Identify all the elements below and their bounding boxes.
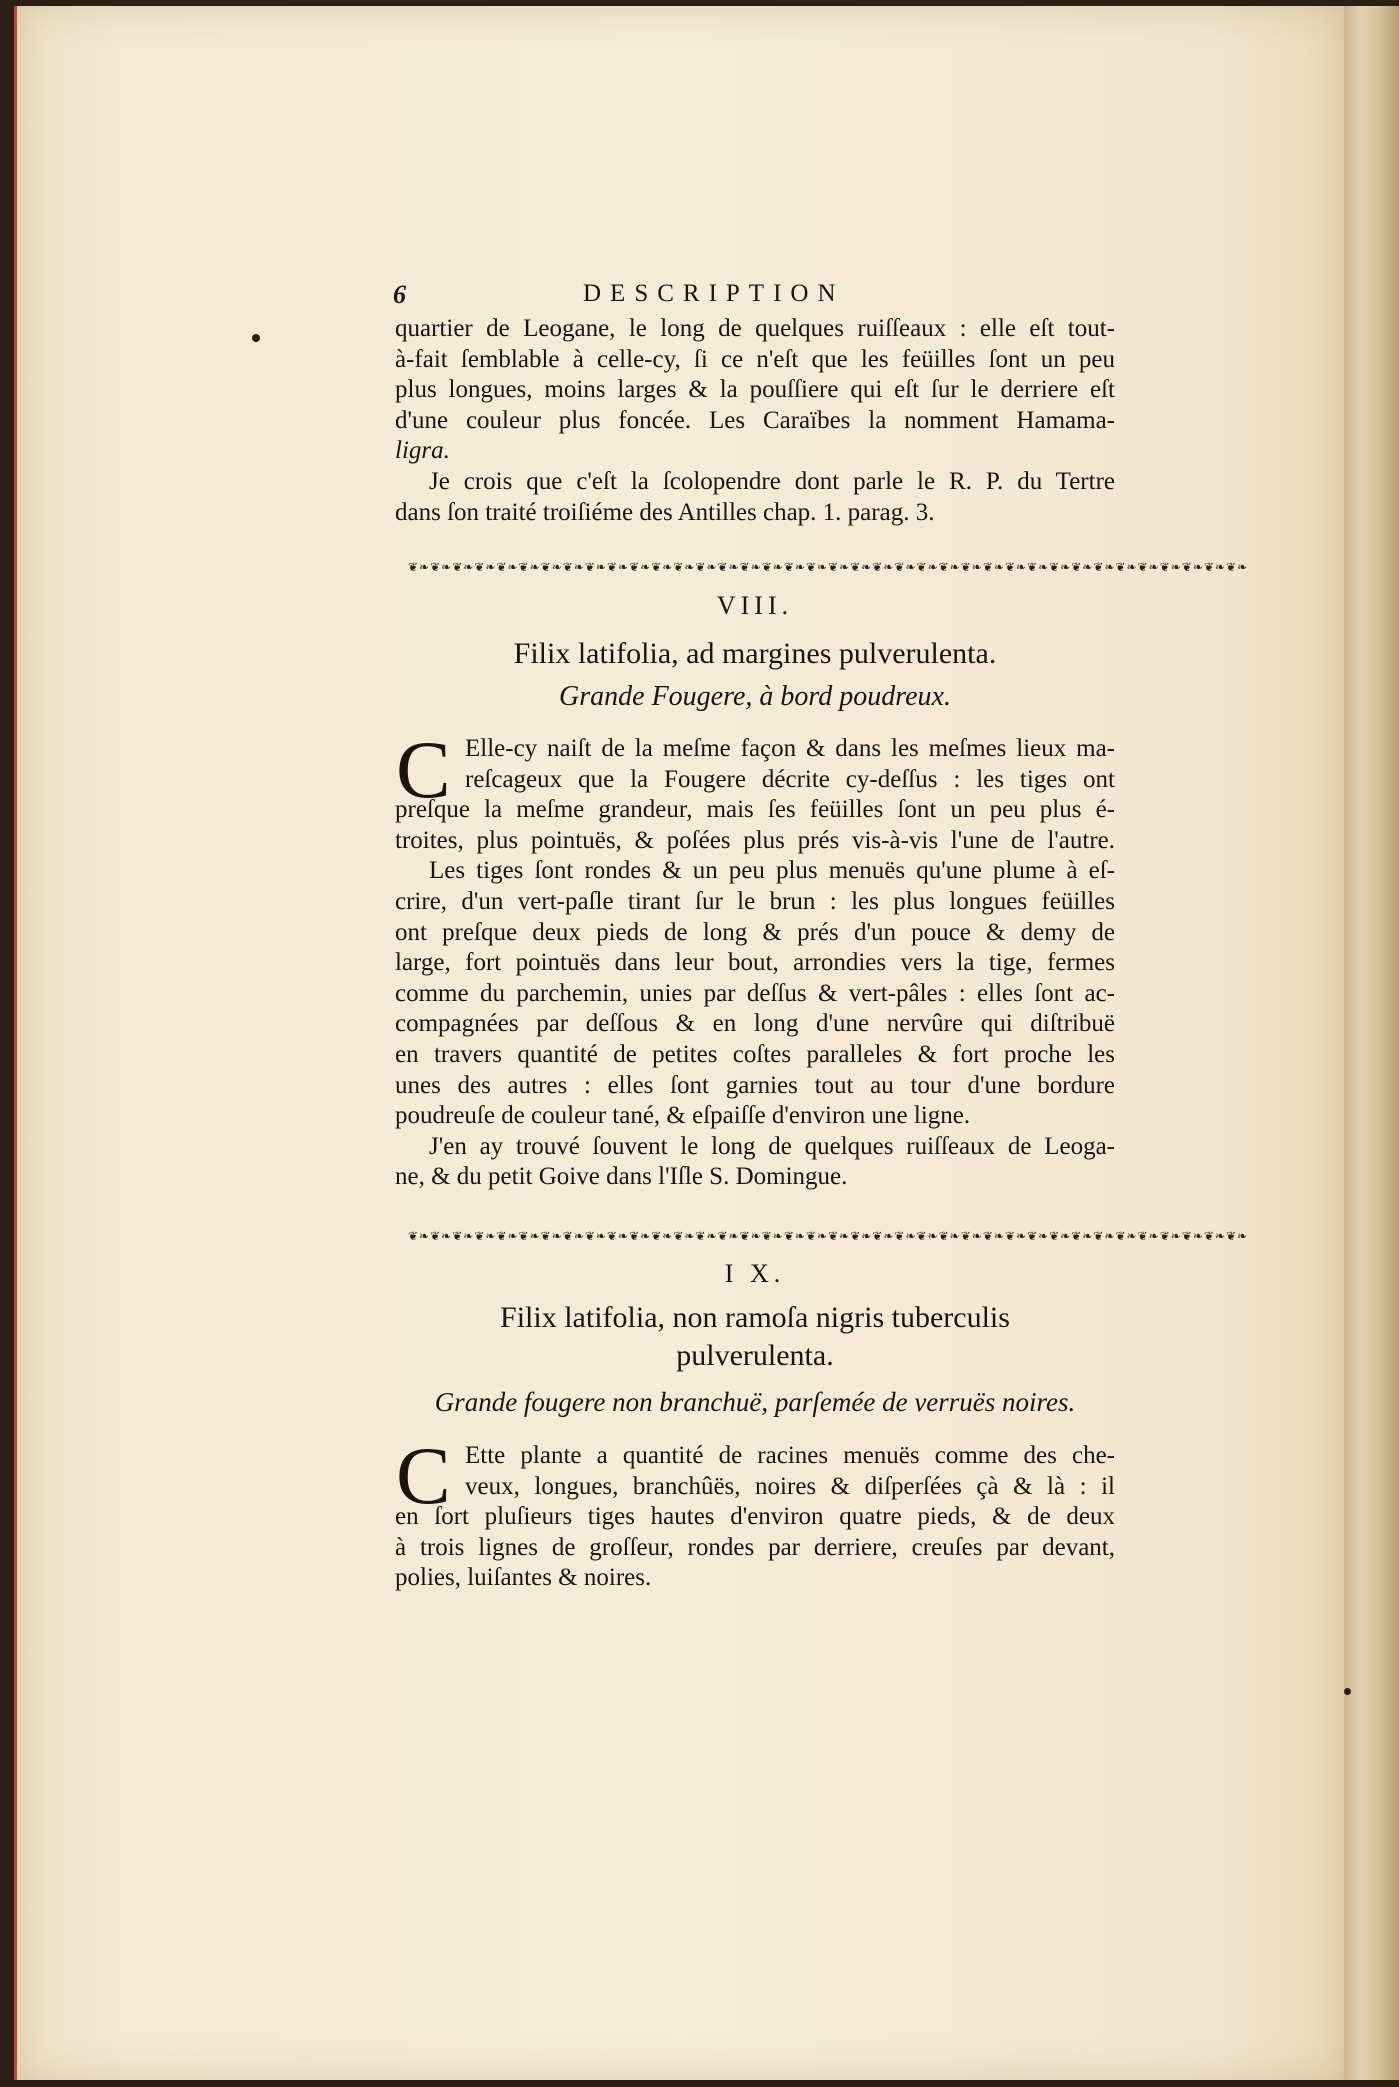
text-line: large, fort pointuës dans leur bout, arrondies vers la tige, fermes (395, 949, 1115, 977)
text-line: troites, plus pointuës, & poſées plus prés vis-à-vis l'une de l'autre. (395, 826, 1115, 854)
text-line: veux, longues, branchûës, noires & diſperſées çà & là : il (465, 1472, 1115, 1500)
latin-name: pulverulenta. (676, 1339, 834, 1372)
ink-spot (1344, 1688, 1351, 1695)
page-number: 6 (393, 280, 406, 309)
text-line: à trois lignes de groſſeur, rondes par derriere, creuſes par devant, (395, 1533, 1115, 1561)
text-line: dans ſon traité troiſiéme des Antilles chap. 1. parag. 3. (395, 498, 935, 526)
page-edge (1344, 6, 1399, 2080)
running-header (393, 280, 1113, 314)
text-line: en ſort pluſieurs tiges hautes d'environ quatre pieds, & de deux (395, 1503, 1115, 1531)
text-line: Je crois que c'eſt la ſcolopendre dont parle le R. P. du Tertre (429, 467, 1115, 495)
ornamental-divider: ❦❧❦❧❦❧❦❧❦❧❦❧❦❧❦❧❦❧❦❧❦❧❦❧❦❧❦❧❦❧❦❧❦❧❦❧❦❧❦❧❦❧❦❧❦❧❦❧❦❧❦❧❦❧❦❧❦❧❦❧❦❧❦❧❦❧❦❧❦❧❦❧❦❧❦❧ (408, 1229, 1249, 1243)
french-name: Grande Fougere, à bord poudreux. (559, 681, 951, 712)
section-9-body (395, 1430, 1115, 1594)
ornamental-divider: ❦❧❦❧❦❧❦❧❦❧❦❧❦❧❦❧❦❧❦❧❦❧❦❧❦❧❦❧❦❧❦❧❦❧❦❧❦❧❦❧❦❧❦❧❦❧❦❧❦❧❦❧❦❧❦❧❦❧❦❧❦❧❦❧❦❧❦❧❦❧❦❧❦❧❦❧ (408, 560, 1249, 574)
text-line: Elle-cy naiſt de la meſme façon & dans les meſmes lieux ma- (465, 735, 1115, 762)
text-line: unes des autres : elles ſont garnies tout au tour d'une bordure (395, 1071, 1115, 1099)
drop-cap: C (396, 724, 451, 815)
text-line: polies, luiſantes & noires. (395, 1564, 652, 1592)
text-line: ligra. (395, 437, 450, 465)
text-line: plus longues, moins larges & la pouſſiere qui eſt ſur le derriere eſt (395, 376, 1115, 404)
drop-cap: C (396, 1430, 451, 1521)
text-line: crire, d'un vert-paſle tirant ſur le brun : les plus longues feüilles (395, 887, 1115, 915)
text-line: reſcageux que la Fougere décrite cy-deſſus : les tiges ont (465, 765, 1115, 793)
section-numeral: VIII. (716, 591, 794, 620)
text-line: d'une couleur plus foncée. Les Caraïbes la nomment Hamama- (395, 406, 1115, 434)
text-line: en travers quantité de petites coſtes paralleles & fort proche les (395, 1040, 1115, 1068)
section-8-body (395, 724, 1115, 1193)
text-line: ont preſque deux pieds de long & prés d'un pouce & demy de (395, 918, 1115, 946)
text-line: poudreuſe de couleur tané, & eſpaiſſe d'environ une ligne. (395, 1102, 971, 1130)
text-line: Les tiges ſont rondes & un peu plus menuës qu'une plume à eſ- (429, 857, 1115, 885)
text-line: compagnées par deſſous & en long d'une nervûre qui diſtribuë (395, 1010, 1115, 1038)
text-line: à-fait ſemblable à celle-cy, ſi ce n'eſt que les feüilles ſont un peu (395, 345, 1115, 373)
section-numeral: I X. (724, 1259, 786, 1288)
latin-name: Filix latifolia, non ramoſa nigris tuberculis (500, 1301, 1010, 1334)
text-line: J'en ay trouvé ſouvent le long de quelques ruiſſeaux de Leoga- (429, 1132, 1115, 1160)
french-name: Grande fougere non branchuë, parſemée de verruës noires. (434, 1387, 1076, 1417)
text-line: quartier de Leogane, le long de quelques ruiſſeaux : elle eſt tout- (395, 315, 1115, 342)
text-line: preſque la meſme grandeur, mais ſes feüilles ſont un peu plus é- (395, 796, 1115, 824)
running-title: DESCRIPTION (583, 280, 845, 307)
text-line: Ette plante a quantité de racines menuës comme des che- (465, 1442, 1115, 1469)
latin-name: Filix latifolia, ad margines pulverulenta. (513, 637, 997, 670)
ink-spot (252, 334, 260, 342)
text-line: comme du parchemin, unies par deſſus & vert-pâles : elles ſont ac- (395, 979, 1115, 1007)
intro-paragraph (395, 314, 1115, 528)
text-line: ne, & du petit Goive dans l'Iſle S. Domingue. (395, 1163, 848, 1191)
